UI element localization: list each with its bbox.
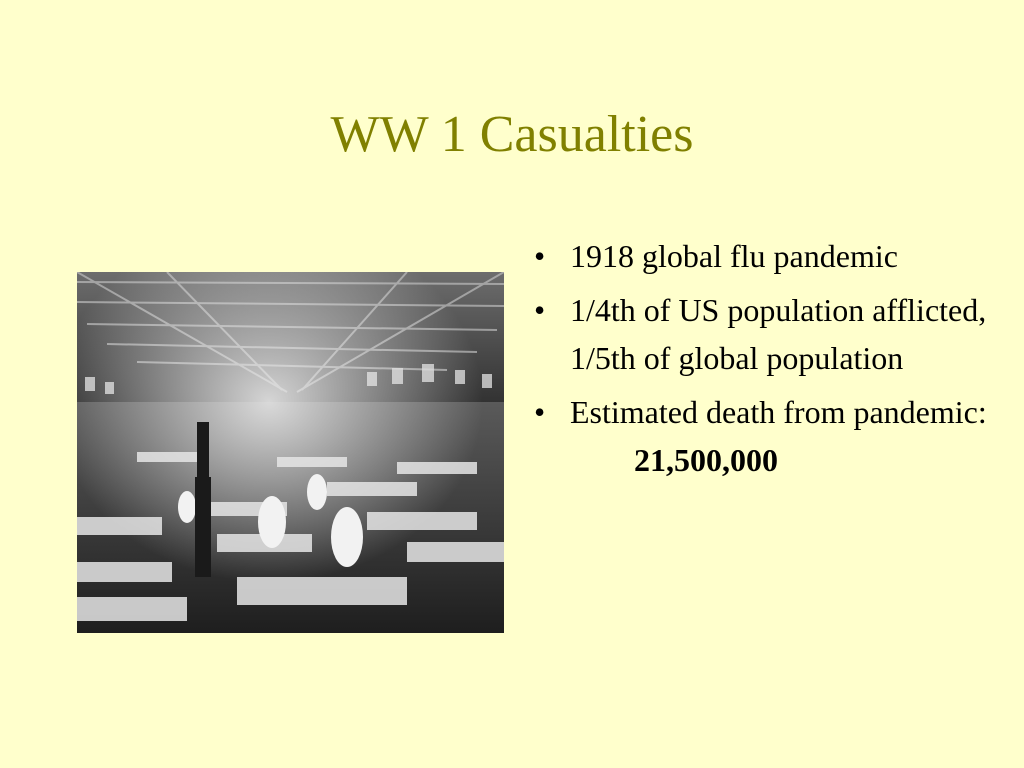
historical-photo-hospital-ward	[77, 272, 504, 633]
bullet-dot: •	[534, 292, 546, 328]
bullet-text: Estimated death from pandemic:	[570, 394, 987, 430]
bullet-text: 1/4th of US population afflicted, 1/5th of global population	[570, 292, 987, 376]
bullet-item	[534, 388, 1004, 484]
death-toll-figure: 21,500,000	[634, 442, 778, 478]
bullet-dot: •	[534, 394, 546, 430]
bullet-text: 1918 global flu pandemic	[570, 238, 898, 274]
bullet-list	[534, 232, 1004, 490]
slide-title: WW 1 Casualties	[330, 106, 694, 163]
bullet-item	[534, 232, 1004, 280]
photo-image	[77, 272, 504, 633]
bullet-item	[534, 286, 1004, 382]
bullet-dot: •	[534, 238, 546, 274]
